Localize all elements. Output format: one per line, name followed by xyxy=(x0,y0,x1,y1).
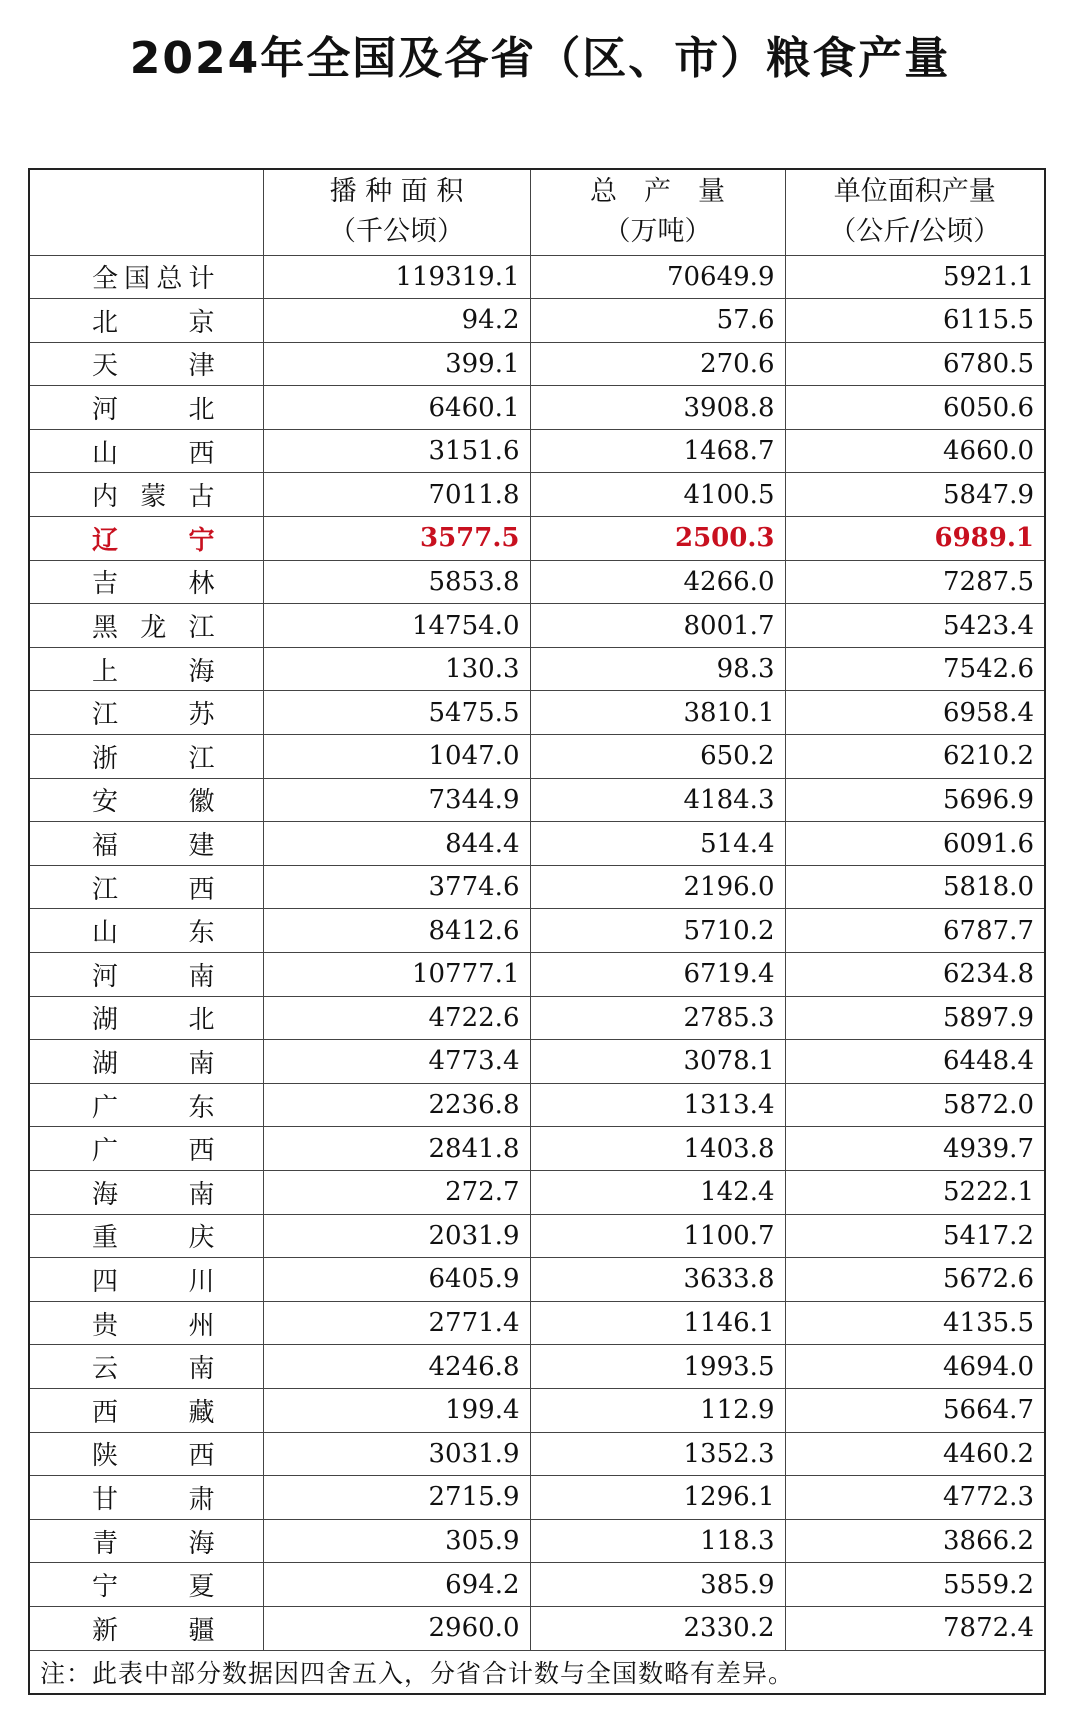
region-name-char: 海 xyxy=(188,656,215,687)
total-output-cell: 1296.1 xyxy=(530,1476,785,1520)
table-row xyxy=(29,647,1045,691)
region-name xyxy=(92,258,215,295)
region-name-char: 西 xyxy=(188,1441,215,1472)
yield-cell: 5847.9 xyxy=(785,473,1045,517)
header-sown-area xyxy=(263,169,530,255)
region-name-char: 林 xyxy=(188,569,215,600)
yield-cell: 4460.2 xyxy=(785,1432,1045,1476)
yield-cell: 6958.4 xyxy=(785,691,1045,735)
sown-area-cell: 3151.6 xyxy=(263,429,530,473)
region-name-char: 宁 xyxy=(188,525,215,556)
total-output-cell: 3633.8 xyxy=(530,1258,785,1302)
region-name-char: 江 xyxy=(188,743,215,774)
header-yield xyxy=(785,169,1045,255)
region-name-char: 计 xyxy=(188,264,215,295)
region-name-char: 北 xyxy=(188,395,215,426)
region-name-cell xyxy=(29,691,263,735)
region-name-char: 山 xyxy=(92,438,119,469)
region-name xyxy=(92,1566,215,1603)
sown-area-cell: 119319.1 xyxy=(263,255,530,299)
yield-cell: 4660.0 xyxy=(785,429,1045,473)
region-name-cell xyxy=(29,299,263,343)
table-row xyxy=(29,996,1045,1040)
sown-area-cell: 5475.5 xyxy=(263,691,530,735)
region-name-char: 北 xyxy=(92,307,119,338)
table-row xyxy=(29,735,1045,779)
region-name xyxy=(92,1610,215,1647)
region-name xyxy=(92,563,215,600)
total-output-cell: 1352.3 xyxy=(530,1432,785,1476)
total-output-cell: 650.2 xyxy=(530,735,785,779)
yield-cell: 4772.3 xyxy=(785,1476,1045,1520)
total-output-cell: 2500.3 xyxy=(530,517,785,561)
region-name-cell xyxy=(29,517,263,561)
region-name xyxy=(92,1479,215,1516)
header-row xyxy=(29,169,1045,255)
region-name-char: 西 xyxy=(188,438,215,469)
sown-area-cell: 6460.1 xyxy=(263,386,530,430)
page-title: 2024年全国及各省（区、市）粮食产量 xyxy=(129,33,951,84)
region-name-cell xyxy=(29,604,263,648)
sown-area-cell: 130.3 xyxy=(263,647,530,691)
sown-area-cell: 2031.9 xyxy=(263,1214,530,1258)
region-name xyxy=(92,781,215,818)
total-output-cell: 3908.8 xyxy=(530,386,785,430)
region-name-char: 津 xyxy=(188,351,215,382)
sown-area-cell: 199.4 xyxy=(263,1388,530,1432)
sown-area-cell: 2960.0 xyxy=(263,1606,530,1650)
table-footer xyxy=(29,1650,1045,1694)
sown-area-cell: 399.1 xyxy=(263,342,530,386)
sown-area-cell: 4722.6 xyxy=(263,996,530,1040)
header-yield-unit: （公斤/公顷） xyxy=(829,216,1001,248)
yield-cell: 5664.7 xyxy=(785,1388,1045,1432)
region-name xyxy=(92,476,215,513)
region-name-char: 湖 xyxy=(92,1005,119,1036)
region-name-cell xyxy=(29,1040,263,1084)
yield-cell: 3866.2 xyxy=(785,1519,1045,1563)
region-name-char: 国 xyxy=(124,264,151,295)
grain-output-table xyxy=(28,168,1046,1695)
region-name xyxy=(92,694,215,731)
region-name-cell xyxy=(29,1519,263,1563)
region-name xyxy=(92,520,215,557)
region-name xyxy=(92,825,215,862)
header-sown-area-unit: （千公顷） xyxy=(329,216,464,248)
total-output-cell: 385.9 xyxy=(530,1563,785,1607)
region-name-char: 陕 xyxy=(92,1441,119,1472)
region-name-char: 浙 xyxy=(92,743,119,774)
region-name-char: 蒙 xyxy=(140,482,167,513)
region-name-cell xyxy=(29,1606,263,1650)
yield-cell: 7542.6 xyxy=(785,647,1045,691)
region-name-char: 东 xyxy=(188,918,215,949)
total-output-cell: 118.3 xyxy=(530,1519,785,1563)
header-sown-area-label: 播 种 面 积 xyxy=(329,176,464,208)
region-name-char: 肃 xyxy=(188,1484,215,1515)
region-name xyxy=(92,999,215,1036)
yield-cell: 5417.2 xyxy=(785,1214,1045,1258)
total-output-cell: 1993.5 xyxy=(530,1345,785,1389)
region-name xyxy=(92,1523,215,1560)
table-row xyxy=(29,1170,1045,1214)
region-name-char: 上 xyxy=(92,656,119,687)
table-row xyxy=(29,1214,1045,1258)
region-name-char: 天 xyxy=(92,351,119,382)
region-name-cell xyxy=(29,1345,263,1389)
yield-cell: 6050.6 xyxy=(785,386,1045,430)
header-yield-label: 单位面积产量 xyxy=(833,176,996,208)
region-name xyxy=(92,738,215,775)
region-name xyxy=(92,1435,215,1472)
yield-cell: 6210.2 xyxy=(785,735,1045,779)
yield-cell: 6091.6 xyxy=(785,822,1045,866)
region-name-char: 徽 xyxy=(188,787,215,818)
yield-cell: 6115.5 xyxy=(785,299,1045,343)
region-name-char: 云 xyxy=(92,1354,119,1385)
yield-cell: 5222.1 xyxy=(785,1170,1045,1214)
region-name-char: 河 xyxy=(92,961,119,992)
total-output-cell: 1403.8 xyxy=(530,1127,785,1171)
region-name-char: 西 xyxy=(188,1136,215,1167)
sown-area-cell: 94.2 xyxy=(263,299,530,343)
table-row xyxy=(29,1476,1045,1520)
region-name-cell xyxy=(29,1083,263,1127)
region-name-char: 庆 xyxy=(188,1223,215,1254)
yield-cell: 6448.4 xyxy=(785,1040,1045,1084)
total-output-cell: 4100.5 xyxy=(530,473,785,517)
total-output-cell: 270.6 xyxy=(530,342,785,386)
region-name-cell xyxy=(29,953,263,997)
region-name xyxy=(92,1130,215,1167)
region-name xyxy=(92,345,215,382)
header-total-output xyxy=(530,169,785,255)
yield-cell: 6989.1 xyxy=(785,517,1045,561)
grain-output-table-container xyxy=(28,168,1044,1695)
region-name xyxy=(92,1087,215,1124)
sown-area-cell: 694.2 xyxy=(263,1563,530,1607)
yield-cell: 4135.5 xyxy=(785,1301,1045,1345)
region-name-char: 夏 xyxy=(188,1572,215,1603)
total-output-cell: 142.4 xyxy=(530,1170,785,1214)
footnote: 注：此表中部分数据因四舍五入，分省合计数与全国数略有差异。 xyxy=(29,1650,1045,1694)
region-name-cell xyxy=(29,560,263,604)
total-output-cell: 514.4 xyxy=(530,822,785,866)
region-name-char: 苏 xyxy=(188,700,215,731)
sown-area-cell: 305.9 xyxy=(263,1519,530,1563)
region-name xyxy=(92,1174,215,1211)
region-name xyxy=(92,1392,215,1429)
total-output-cell: 57.6 xyxy=(530,299,785,343)
yield-cell: 5921.1 xyxy=(785,255,1045,299)
total-output-cell: 6719.4 xyxy=(530,953,785,997)
region-name-cell xyxy=(29,865,263,909)
sown-area-cell: 8412.6 xyxy=(263,909,530,953)
sown-area-cell: 844.4 xyxy=(263,822,530,866)
yield-cell: 5672.6 xyxy=(785,1258,1045,1302)
yield-cell: 6787.7 xyxy=(785,909,1045,953)
yield-cell: 5818.0 xyxy=(785,865,1045,909)
yield-cell: 4694.0 xyxy=(785,1345,1045,1389)
sown-area-cell: 6405.9 xyxy=(263,1258,530,1302)
table-row xyxy=(29,1519,1045,1563)
region-name-char: 京 xyxy=(188,307,215,338)
total-output-cell: 3810.1 xyxy=(530,691,785,735)
region-name-cell xyxy=(29,822,263,866)
header-total-output-unit: （万吨） xyxy=(603,216,712,248)
total-output-cell: 3078.1 xyxy=(530,1040,785,1084)
yield-cell: 6780.5 xyxy=(785,342,1045,386)
region-name-char: 江 xyxy=(92,700,119,731)
region-name-cell xyxy=(29,996,263,1040)
total-output-cell: 4266.0 xyxy=(530,560,785,604)
yield-cell: 5872.0 xyxy=(785,1083,1045,1127)
yield-cell: 5423.4 xyxy=(785,604,1045,648)
region-name-char: 疆 xyxy=(188,1615,215,1646)
region-name-cell xyxy=(29,1214,263,1258)
sown-area-cell: 2771.4 xyxy=(263,1301,530,1345)
yield-cell: 7287.5 xyxy=(785,560,1045,604)
table-row xyxy=(29,1388,1045,1432)
total-output-cell: 4184.3 xyxy=(530,778,785,822)
region-name-cell xyxy=(29,473,263,517)
region-name-char: 北 xyxy=(188,1005,215,1036)
sown-area-cell: 1047.0 xyxy=(263,735,530,779)
region-name-char: 东 xyxy=(188,1092,215,1123)
region-name-char: 藏 xyxy=(188,1397,215,1428)
sown-area-cell: 5853.8 xyxy=(263,560,530,604)
yield-cell: 6234.8 xyxy=(785,953,1045,997)
region-name-cell xyxy=(29,1563,263,1607)
region-name xyxy=(92,433,215,470)
yield-cell: 5696.9 xyxy=(785,778,1045,822)
region-name-char: 四 xyxy=(92,1266,119,1297)
table-row xyxy=(29,778,1045,822)
total-output-cell: 112.9 xyxy=(530,1388,785,1432)
region-name-char: 湖 xyxy=(92,1048,119,1079)
region-name-char: 内 xyxy=(92,482,119,513)
region-name-char: 江 xyxy=(92,874,119,905)
region-name-char: 江 xyxy=(188,613,215,644)
sown-area-cell: 2236.8 xyxy=(263,1083,530,1127)
total-output-cell: 1100.7 xyxy=(530,1214,785,1258)
table-row xyxy=(29,473,1045,517)
region-name-char: 南 xyxy=(188,1179,215,1210)
region-name-cell xyxy=(29,1301,263,1345)
sown-area-cell: 14754.0 xyxy=(263,604,530,648)
note-row xyxy=(29,1650,1045,1694)
region-name-cell xyxy=(29,386,263,430)
table-row xyxy=(29,1127,1045,1171)
region-name-char: 西 xyxy=(188,874,215,905)
sown-area-cell: 272.7 xyxy=(263,1170,530,1214)
region-name xyxy=(92,651,215,688)
table-body xyxy=(29,255,1045,1650)
sown-area-cell: 4773.4 xyxy=(263,1040,530,1084)
region-name-cell xyxy=(29,1388,263,1432)
region-name xyxy=(92,389,215,426)
sown-area-cell: 7011.8 xyxy=(263,473,530,517)
table-row xyxy=(29,691,1045,735)
region-name xyxy=(92,1261,215,1298)
table-row xyxy=(29,429,1045,473)
region-name-char: 河 xyxy=(92,395,119,426)
yield-cell: 5897.9 xyxy=(785,996,1045,1040)
region-name-char: 龙 xyxy=(140,613,167,644)
region-name-char: 重 xyxy=(92,1223,119,1254)
region-name-cell xyxy=(29,429,263,473)
table-row xyxy=(29,1606,1045,1650)
region-name-cell xyxy=(29,1432,263,1476)
region-name-cell xyxy=(29,1127,263,1171)
region-name-cell xyxy=(29,1258,263,1302)
region-name xyxy=(92,302,215,339)
table-header xyxy=(29,169,1045,255)
sown-area-cell: 10777.1 xyxy=(263,953,530,997)
table-row-total xyxy=(29,255,1045,299)
total-output-cell: 1146.1 xyxy=(530,1301,785,1345)
region-name-char: 福 xyxy=(92,831,119,862)
header-total-output-label: 总 产 量 xyxy=(590,176,725,208)
region-name-char: 全 xyxy=(92,264,119,295)
region-name xyxy=(92,1305,215,1342)
table-row xyxy=(29,1083,1045,1127)
yield-cell: 7872.4 xyxy=(785,1606,1045,1650)
table-row xyxy=(29,1345,1045,1389)
yield-cell: 5559.2 xyxy=(785,1563,1045,1607)
region-name-cell xyxy=(29,255,263,299)
total-output-cell: 1468.7 xyxy=(530,429,785,473)
sown-area-cell: 3031.9 xyxy=(263,1432,530,1476)
region-name-cell xyxy=(29,735,263,779)
region-name-char: 西 xyxy=(92,1397,119,1428)
region-name-char: 辽 xyxy=(92,525,119,556)
region-name-cell xyxy=(29,1476,263,1520)
region-name-char: 南 xyxy=(188,961,215,992)
header-region xyxy=(29,169,263,255)
sown-area-cell: 4246.8 xyxy=(263,1345,530,1389)
sown-area-cell: 2841.8 xyxy=(263,1127,530,1171)
region-name-cell xyxy=(29,909,263,953)
region-name xyxy=(92,912,215,949)
total-output-cell: 98.3 xyxy=(530,647,785,691)
total-output-cell: 1313.4 xyxy=(530,1083,785,1127)
region-name-char: 吉 xyxy=(92,569,119,600)
yield-cell: 4939.7 xyxy=(785,1127,1045,1171)
region-name xyxy=(92,869,215,906)
region-name-char: 贵 xyxy=(92,1310,119,1341)
region-name-cell xyxy=(29,778,263,822)
table-row xyxy=(29,865,1045,909)
region-name-cell xyxy=(29,1170,263,1214)
table-row xyxy=(29,560,1045,604)
table-row xyxy=(29,604,1045,648)
region-name-char: 广 xyxy=(92,1136,119,1167)
total-output-cell: 2330.2 xyxy=(530,1606,785,1650)
region-name-char: 宁 xyxy=(92,1572,119,1603)
sown-area-cell: 3774.6 xyxy=(263,865,530,909)
region-name xyxy=(92,956,215,993)
region-name xyxy=(92,1043,215,1080)
table-row xyxy=(29,517,1045,561)
region-name-char: 川 xyxy=(188,1266,215,1297)
table-row xyxy=(29,1301,1045,1345)
total-output-cell: 70649.9 xyxy=(530,255,785,299)
table-row xyxy=(29,386,1045,430)
region-name-char: 广 xyxy=(92,1092,119,1123)
region-name-char: 古 xyxy=(188,482,215,513)
sown-area-cell: 3577.5 xyxy=(263,517,530,561)
region-name xyxy=(92,1217,215,1254)
region-name-char: 海 xyxy=(188,1528,215,1559)
region-name xyxy=(92,607,215,644)
region-name-cell xyxy=(29,647,263,691)
table-row xyxy=(29,1040,1045,1084)
table-row xyxy=(29,1432,1045,1476)
table-row xyxy=(29,1258,1045,1302)
sown-area-cell: 7344.9 xyxy=(263,778,530,822)
table-row xyxy=(29,342,1045,386)
region-name-char: 青 xyxy=(92,1528,119,1559)
region-name xyxy=(92,1348,215,1385)
region-name-char: 南 xyxy=(188,1354,215,1385)
region-name-char: 甘 xyxy=(92,1484,119,1515)
table-row xyxy=(29,909,1045,953)
region-name-cell xyxy=(29,342,263,386)
region-name-char: 新 xyxy=(92,1615,119,1646)
total-output-cell: 8001.7 xyxy=(530,604,785,648)
total-output-cell: 5710.2 xyxy=(530,909,785,953)
region-name-char: 安 xyxy=(92,787,119,818)
table-row xyxy=(29,953,1045,997)
region-name-char: 建 xyxy=(188,831,215,862)
table-row xyxy=(29,299,1045,343)
region-name-char: 南 xyxy=(188,1048,215,1079)
region-name-char: 总 xyxy=(156,264,183,295)
region-name-char: 州 xyxy=(188,1310,215,1341)
region-name-char: 海 xyxy=(92,1179,119,1210)
table-row xyxy=(29,822,1045,866)
total-output-cell: 2196.0 xyxy=(530,865,785,909)
region-name-char: 黑 xyxy=(92,613,119,644)
table-row xyxy=(29,1563,1045,1607)
region-name-char: 山 xyxy=(92,918,119,949)
sown-area-cell: 2715.9 xyxy=(263,1476,530,1520)
total-output-cell: 2785.3 xyxy=(530,996,785,1040)
